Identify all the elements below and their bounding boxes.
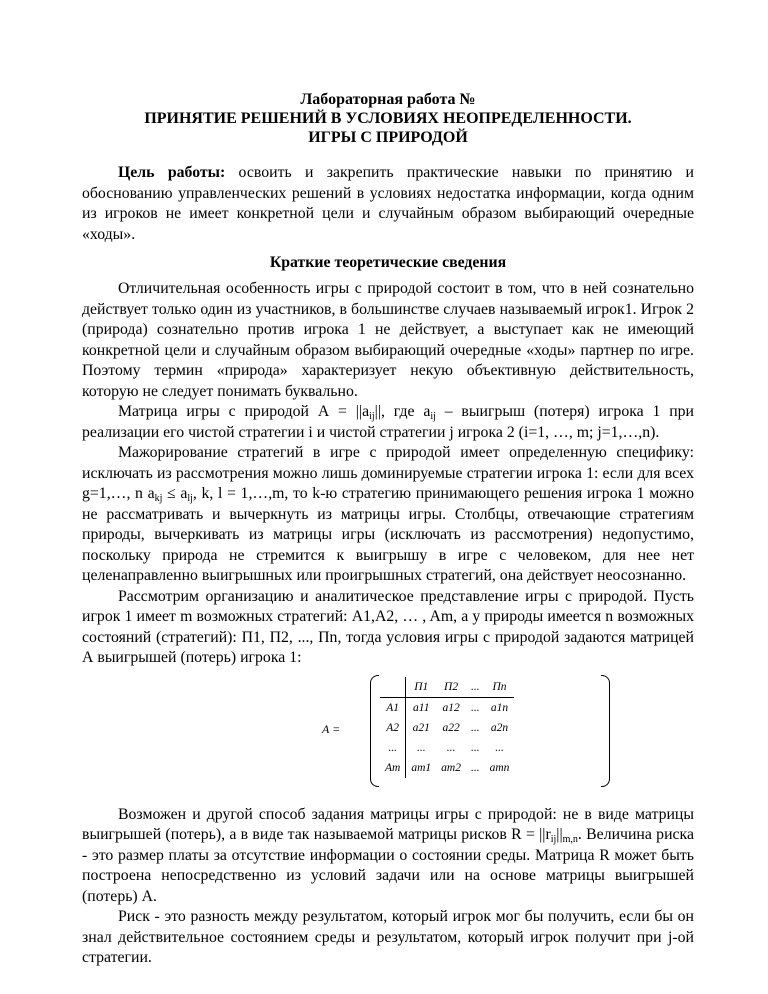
matrix-cell: ... [470,701,480,714]
paragraph-1: Отличительная особенность игры с природой состоит в том, что в ней сознательно действует только один из участников, в большинстве случаев называемый игрок1. Игрок 2 (природа) сознательно против игрока 1 не действует, а выступает как не имеющий конкретной цели и случайным образом выбирающий очередные «ходы» партнер по игре. Поэтому термин «природа» характеризует некую объективную действительность, которую не следует понимать буквально. [82,280,694,400]
matrix-cell: a2n [490,721,509,734]
p3-text-c: , k, l = 1,…,m, то k-ю стратегию принимающего решения игрока 1 можно не рассматривать и вычеркнуть из матрицы игры. Столбцы, отвечающие стратегиям природы, вычеркивать из матрицы игры (исключать из рассмотрения) недопустимо, поскольку природа не стремится к выигрышу в игре с человеком, для нее нет целенаправленно выигрышных или проигрышных стратегий, она действует неосознанно. [82,485,694,584]
p5-text-c: . Величина риска - это размер платы за отсутствие информации о состоянии среды. Матрица R может быть построена непосредственно из условий задачи или на основе матрицы выигрышей (потерь) А. [82,826,694,905]
paragraph-6: Риск - это разность между результатом, который игрок мог бы получить, если бы он знал действительное состоянием среды и результатом, который игрок получит при j-ой стратегии. [82,908,694,966]
goal-label: Цель работы: [118,164,226,181]
lab-title: Лабораторная работа № [300,91,476,108]
matrix-cell: a12 [442,701,460,714]
matrix-col-header: Пn [485,677,515,698]
p2-text-c: – выигрыш (потеря) игрока 1 при реализации его чистой стратегии i и чистой стратегии j игрока 2 (i=1, …, m; j=1,…,n). [82,403,695,441]
matrix-cell: ... [446,741,456,754]
matrix-cell: ... [470,721,480,734]
matrix-cell: ... [416,741,426,754]
matrix-cell: a22 [442,721,460,734]
matrix-header-row [380,677,514,698]
matrix-corner [380,677,406,698]
payoff-matrix [82,673,694,787]
p5-sub-2: m,n [562,834,578,845]
p3-text-b: ≤ a [162,485,188,502]
matrix-cell: am1 [411,761,432,774]
matrix-cell: ... [495,741,504,754]
section-heading: Краткие теоретические сведения [269,254,507,271]
topic-title: ПРИНЯТИЕ РЕШЕНИЙ В УСЛОВИЯХ НЕОПРЕДЕЛЕННОСТИ. [144,110,632,127]
p3-text-a: Мажорирование стратегий в игре с природой имеет определенную специфику: исключать из рассмотрения можно лишь доминируемые стратегии игрока 1: если для всех g=1,…, n a [82,444,694,502]
paragraph-2 [82,402,694,443]
p2-text-a: Матрица игры с природой А = ||a [118,403,370,420]
matrix-cell: a21 [412,721,430,734]
matrix-cell: a1n [490,701,509,714]
p2-sub-2: ij [430,411,436,422]
p3-sub-2: lj [187,493,193,504]
goal-paragraph [82,163,694,245]
matrix-row [380,697,514,718]
topic-subtitle: ИГРЫ С ПРИРОДОЙ [308,129,468,146]
paragraph-3 [82,443,694,587]
p5-sub-1: ij [550,834,557,845]
paragraph-4: Рассмотрим организацию и аналитическое представление игры с природой. Пусть игрок 1 имеет m возможных стратегий: A1,A2, … , Am, а у природы имеется n возможных состояний (стратегий): П1, П2, ..., Пn, тогда условия игры с природой задаются матрицей А выигрышей (потерь) игрока 1: [82,587,694,666]
matrix-row-label: A2 [380,718,406,738]
matrix-row-label: ... [380,738,406,758]
matrix-cell: a11 [413,701,430,714]
p2-text-b: ||, где a [374,403,431,420]
matrix-col-header: П1 [406,677,436,698]
matrix-row [380,758,514,778]
p5-text-a: Возможен и другой способ задания матрицы игры с природой: не в виде матрицы выигрышей (потерь), а в виде так называемой матрицы рисков R = ||r [82,805,694,843]
matrix-row [380,738,514,758]
matrix-table [380,677,514,778]
document-page [82,90,694,969]
matrix-lhs: A = [322,721,341,736]
right-bracket [601,675,610,787]
left-bracket [370,675,379,787]
matrix-body [370,675,610,785]
matrix-cell: ... [470,741,480,754]
matrix-col-header: ... [466,677,485,698]
p3-sub-1: kj [154,493,163,504]
matrix-cell: ... [470,761,480,774]
matrix-cell: am2 [441,761,461,774]
p2-sub-1: ij [369,411,375,422]
matrix-cell: amn [489,761,510,774]
matrix-row [380,718,514,738]
paragraph-5 [82,805,694,908]
matrix-row-label: A1 [380,697,406,718]
goal-text: освоить и закрепить практические навыки по принятию и обоснованию управленческих решений в условиях недостатка информации, когда одним из игроков не имеет конкретной цели и случайным образом выбирающий очередные «ходы». [82,164,694,243]
p5-text-b: || [556,826,563,843]
matrix-row-label: Am [380,758,406,778]
matrix-col-header: П2 [436,677,466,698]
